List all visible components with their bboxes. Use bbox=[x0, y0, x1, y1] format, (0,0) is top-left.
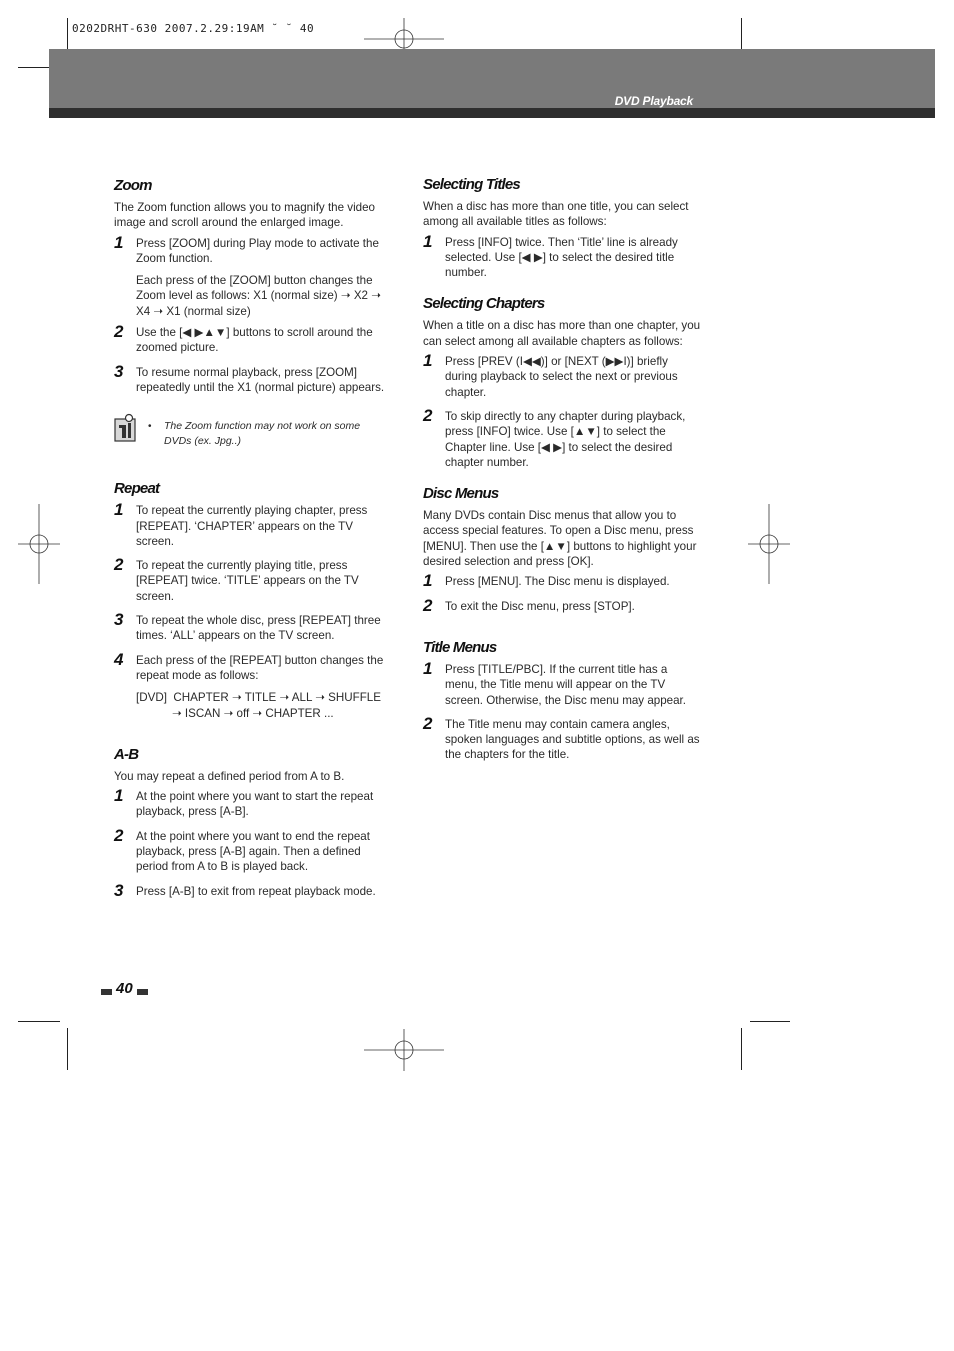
repeat-sequence bbox=[114, 690, 392, 721]
disc-menus-step-2 bbox=[423, 595, 701, 615]
step-text: Press [A-B] to exit from repeat playback mode. bbox=[136, 884, 376, 898]
step-number: 1 bbox=[423, 231, 433, 251]
step-number: 1 bbox=[114, 500, 124, 520]
repeat-step-2 bbox=[114, 555, 392, 604]
step-number: 1 bbox=[423, 351, 433, 371]
selecting-chapters-section bbox=[423, 294, 701, 470]
crop-mark bbox=[67, 1028, 68, 1070]
ab-step-3 bbox=[114, 880, 392, 900]
step-text: To repeat the currently playing title, press [REPEAT] twice. ‘TITLE’ appears on the TV screen. bbox=[136, 559, 359, 603]
page-number-bar-right bbox=[137, 989, 148, 995]
step-text: To resume normal playback, press [ZOOM] repeatedly until the X1 (normal picture) appears. bbox=[136, 365, 385, 394]
registration-mark-icon bbox=[364, 1029, 444, 1071]
step-number: 4 bbox=[114, 649, 124, 669]
disc-menus-intro: Many DVDs contain Disc menus that allow you to access special features. To open a Disc menu, press [MENU]. Then use the [▲▼] buttons to highlight your desired selection and press [OK]. bbox=[423, 509, 697, 569]
step-number: 3 bbox=[114, 361, 124, 381]
crop-mark bbox=[750, 1021, 790, 1022]
step-number: 1 bbox=[423, 658, 433, 678]
step-text: At the point where you want to end the repeat playback, press [A-B] again. Then a defined period from A to B is played back. bbox=[136, 829, 370, 874]
step-number: 1 bbox=[114, 786, 124, 806]
repeat-step-4 bbox=[114, 649, 392, 684]
selecting-chapters-intro: When a title on a disc has more than one chapter, you can select among all available chapters as follows: bbox=[423, 319, 701, 348]
step-text: Press [ZOOM] during Play mode to activate the Zoom function. bbox=[136, 236, 379, 265]
step-number: 1 bbox=[423, 571, 433, 591]
note-bullet: • bbox=[148, 421, 152, 433]
repeat-heading: Repeat bbox=[114, 480, 160, 498]
zoom-step-2 bbox=[114, 322, 392, 356]
step-number: 1 bbox=[114, 232, 124, 252]
registration-mark-icon bbox=[18, 504, 60, 584]
crop-mark bbox=[741, 1028, 742, 1070]
step-text: Each press of the [REPEAT] button changes the repeat mode as follows: bbox=[136, 653, 384, 682]
crop-mark bbox=[18, 1021, 60, 1022]
zoom-step-1 bbox=[114, 232, 392, 267]
page-number-bar-left bbox=[101, 989, 112, 995]
selecting-chapters-step-1 bbox=[423, 351, 701, 400]
step-text: Press [PREV (I◀◀)] or [NEXT (▶▶I)] briefly during playback to select the next or previous chapter. bbox=[445, 355, 678, 399]
step-number: 3 bbox=[114, 880, 124, 900]
header-band-stripe bbox=[49, 108, 935, 118]
zoom-step-3 bbox=[114, 361, 392, 396]
selecting-chapters-step-2 bbox=[423, 405, 701, 470]
step-number: 2 bbox=[114, 825, 124, 845]
disc-menus-step-1 bbox=[423, 571, 701, 591]
disc-menus-heading: Disc Menus bbox=[423, 485, 499, 503]
title-menus-section bbox=[423, 638, 701, 763]
step-text: Press [INFO] twice. Then ‘Title’ line is already selected. Use [◀ ▶] to select the desired title number. bbox=[445, 235, 678, 280]
note-text: The Zoom function may not work on some DVDs (ex. Jpg..) bbox=[164, 420, 361, 448]
zoom-step-note bbox=[114, 273, 392, 319]
page-number-text: 40 bbox=[116, 980, 133, 997]
step-text: At the point where you want to start the repeat playback, press [A-B]. bbox=[136, 790, 374, 819]
info-note-icon bbox=[114, 413, 136, 443]
title-menus-step-1 bbox=[423, 658, 701, 708]
header-band bbox=[49, 49, 935, 108]
zoom-section bbox=[114, 176, 392, 459]
step-text: To skip directly to any chapter during playback, press [INFO] twice. Use [▲▼] to select the Chapter line. Use [◀ ▶] to select the desired chapter number. bbox=[445, 409, 686, 469]
left-column bbox=[114, 176, 392, 899]
page-number bbox=[101, 980, 148, 997]
print-slug: 0202DRHT-630 2007.2.29:19AM ˘ ˘ 40 bbox=[72, 22, 315, 35]
title-menus-step-2 bbox=[423, 713, 701, 763]
disc-menus-section bbox=[423, 484, 701, 614]
ab-section bbox=[114, 745, 392, 899]
step-text: Press [TITLE/PBC]. If the current title has a menu, the Title menu will appear on the TV screen. Otherwise, the Disc menu may appear. bbox=[445, 662, 687, 707]
zoom-note bbox=[114, 419, 392, 459]
zoom-heading: Zoom bbox=[114, 177, 152, 194]
step-text: Each press of the [ZOOM] button changes the Zoom level as follows: X1 (normal size) ➝ X2 ➝ X4 ➝ X1 (normal size) bbox=[136, 274, 381, 318]
selecting-titles-heading: Selecting Titles bbox=[423, 176, 520, 193]
ab-heading: A-B bbox=[114, 745, 139, 763]
step-text: Use the [◀ ▶▲▼] buttons to scroll around the zoomed picture. bbox=[136, 326, 373, 355]
step-number: 2 bbox=[423, 405, 433, 425]
repeat-section bbox=[114, 479, 392, 721]
step-number: 3 bbox=[114, 610, 124, 630]
step-text: The Title menu may contain camera angles, spoken languages and subtitle options, as well as the chapters for the title. bbox=[445, 717, 700, 762]
selecting-chapters-heading: Selecting Chapters bbox=[423, 295, 545, 313]
step-text: To repeat the currently playing chapter, press [REPEAT]. ‘CHAPTER’ appears on the TV screen. bbox=[136, 504, 368, 548]
selecting-titles-section bbox=[423, 175, 701, 280]
selecting-titles-step-1 bbox=[423, 231, 701, 281]
step-text: To exit the Disc menu, press [STOP]. bbox=[445, 599, 635, 613]
repeat-step-1 bbox=[114, 500, 392, 549]
registration-mark-icon bbox=[748, 504, 790, 584]
repeat-sequence-line-2: ➝ ISCAN ➝ off ➝ CHAPTER ... bbox=[172, 706, 334, 720]
ab-step-2 bbox=[114, 825, 392, 875]
step-number: 2 bbox=[423, 595, 433, 615]
selecting-titles-intro: When a disc has more than one title, you can select among all available titles as follows: bbox=[423, 200, 689, 229]
step-text: To repeat the whole disc, press [REPEAT] three times. ‘ALL’ appears on the TV screen. bbox=[136, 614, 381, 643]
step-number: 2 bbox=[114, 322, 124, 342]
ab-intro: You may repeat a defined period from A to B. bbox=[114, 769, 345, 783]
section-title: DVD Playback bbox=[614, 94, 693, 108]
right-column bbox=[423, 175, 701, 763]
repeat-sequence-line-1: [DVD] CHAPTER ➝ TITLE ➝ ALL ➝ SHUFFLE bbox=[136, 691, 381, 705]
zoom-intro: The Zoom function allows you to magnify the video image and scroll around the enlarged image. bbox=[114, 201, 375, 230]
repeat-step-3 bbox=[114, 610, 392, 644]
title-menus-heading: Title Menus bbox=[423, 638, 497, 656]
step-number: 2 bbox=[423, 713, 433, 733]
ab-step-1 bbox=[114, 786, 392, 820]
step-number: 2 bbox=[114, 555, 124, 575]
step-text: Press [MENU]. The Disc menu is displayed. bbox=[445, 575, 670, 589]
